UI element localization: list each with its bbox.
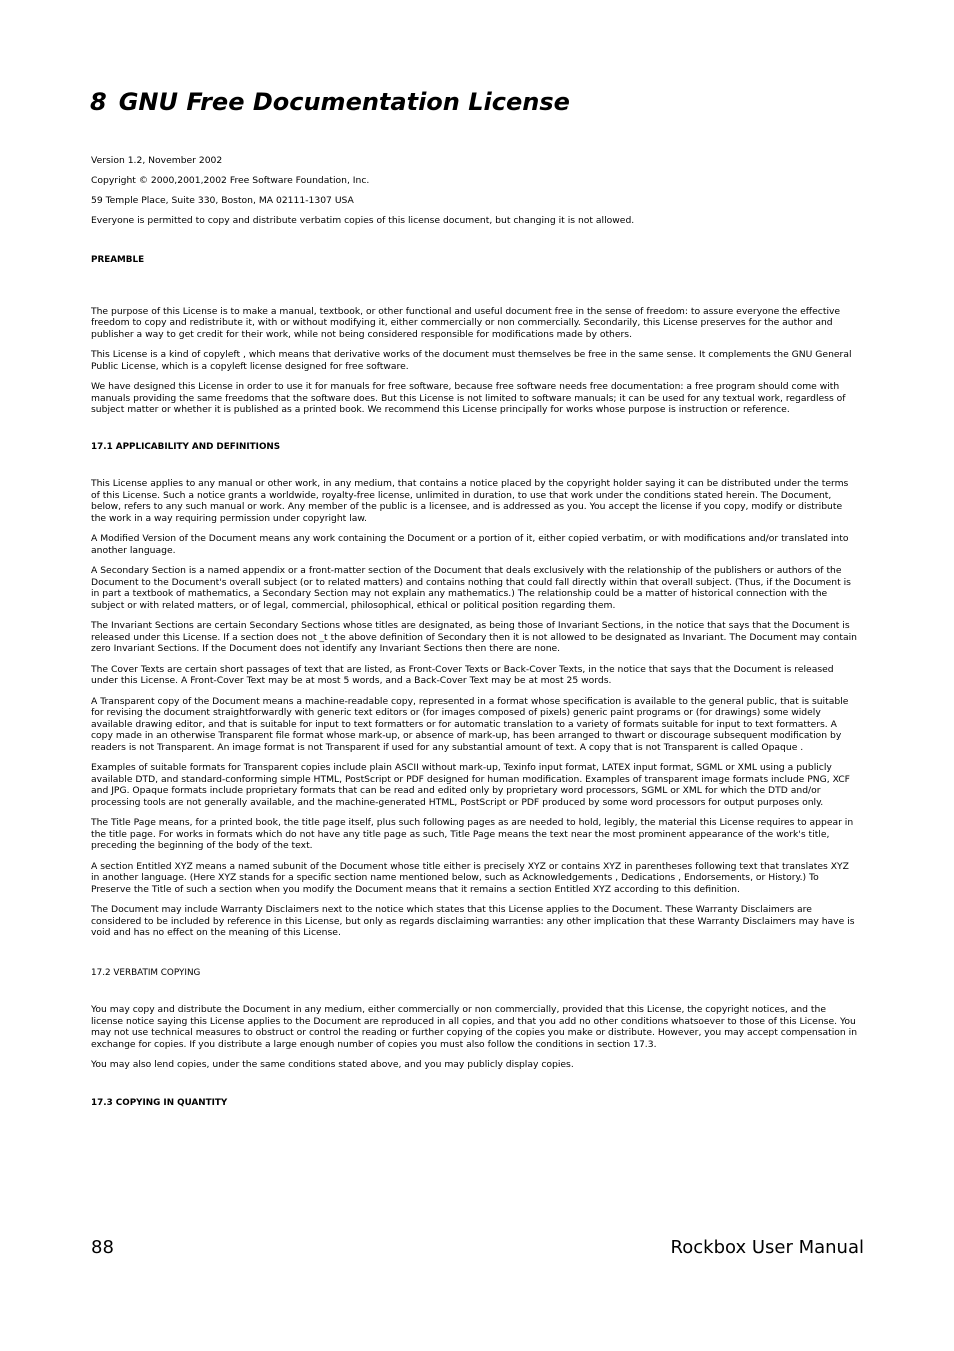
version-line: Version 1.2, November 2002 bbox=[91, 155, 223, 166]
page-footer bbox=[91, 1237, 864, 1258]
address-line: 59 Temple Place, Suite 330, Boston, MA 02111-1307 USA bbox=[91, 195, 354, 206]
document-body bbox=[91, 155, 857, 1118]
chapter-title bbox=[90, 88, 570, 116]
section-paragraph: The Document may include Warranty Disclaimers next to the notice which states that this License applies to the Document. These Warranty Disclaimers are considered to be included by reference in this License, but only as regards disclaiming warranties: any other implication that these Warranty Disclaimers may have is void and has no effect on the meaning of this License. bbox=[91, 904, 855, 938]
permission-line: Everyone is permitted to copy and distribute verbatim copies of this license document, but changing it is not allowed. bbox=[91, 215, 635, 226]
section-paragraph: A Secondary Section is a named appendix or a front-matter section of the Document that deals exclusively with the relationship of the publishers or authors of the Document to the Document's overall subject (or to related matters) and contains nothing that could fall directly within that overall subject. (Thus, if the Document is in part a textbook of mathematics, a Secondary Section may not explain any mathematics.) The relationship could be a matter of historical connection with the subject or with related matters, or of legal, commercial, philosophical, ethical or political position regarding them. bbox=[91, 565, 851, 611]
section-paragraph: This License applies to any manual or other work, in any medium, that contains a notice placed by the copyright holder saying it can be distributed under the terms of this License. Such a notice grants a worldwide, royalty-free license, unlimited in duration, to use that work under the conditions stated herein. The Document, below, refers to any such manual or work. Any member of the public is a licensee, and is addressed as you. You accept the license if you copy, modify or distribute the work in a way requiring permission under copyright law. bbox=[91, 478, 849, 524]
preamble-heading: PREAMBLE bbox=[91, 255, 145, 265]
section-paragraph: The Cover Texts are certain short passages of text that are listed, as Front-Cover Texts or Back-Cover Texts, in the notice that says that the Document is released under this License. A Front-Cover Text may be at most 5 words, and a Back-Cover Text may be at most 25 words. bbox=[91, 663, 834, 686]
section-paragraph: Examples of suitable formats for Transparent copies include plain ASCII without mark-up, Texinfo input format, LATEX input format, SGML or XML using a publicly available DTD, and standard-conforming simple HTML, PostScript or PDF designed for human modification. Examples of transparent image formats include PNG, XCF and JPG. Opaque formats include proprietary formats that can be read and edited only by proprietary word processors, SGML or XML for which the DTD and/or processing tools are not generally available, and the machine-generated HTML, PostScript or PDF produced by some word processors for output purposes only. bbox=[91, 762, 850, 808]
section-paragraph: A section Entitled XYZ means a named subunit of the Document whose title either is precisely XYZ or contains XYZ in parentheses following text that translates XYZ in another language. (Here XYZ stands for a specific section name mentioned below, such as Acknowledgements , Dedications , Endorsements, or History.) To Preserve the Title of such a section when you modify the Document means that it remains a section Entitled XYZ according to this definition. bbox=[91, 860, 849, 895]
copyright-line: Copyright © 2000,2001,2002 Free Software Foundation, Inc. bbox=[91, 175, 370, 186]
preamble-paragraph: This License is a kind of copyleft , which means that derivative works of the document must themselves be free in the same sense. It complements the GNU General Public License, which is a copyleft license designed for free software. bbox=[91, 349, 852, 372]
section-heading-applicability: 17.1 APPLICABILITY AND DEFINITIONS bbox=[91, 441, 281, 452]
preamble-paragraph: We have designed this License in order to use it for manuals for free software, because free software needs free documentation: a free program should come with manuals providing the same freedoms that the software does. But this License is not limited to software manuals; it can be used for any textual work, regardless of subject matter or whether it is published as a printed book. We recommend this License principally for works whose purpose is instruction or reference. bbox=[91, 381, 846, 415]
section-paragraph: The Title Page means, for a printed book, the title page itself, plus such following pages as are needed to hold, legibly, the material this License requires to appear in the title page. For works in formats which do not have any title page as such, Title Page means the text near the most prominent appearance of the work's title, preceding the beginning of the body of the text. bbox=[91, 817, 854, 851]
preamble-paragraph: The purpose of this License is to make a manual, textbook, or other functional and useful document free in the sense of freedom: to assure everyone the effective freedom to copy and redistribute it, with or without modifying it, either commercially or non commercially. Secondarily, this License preserves for the author and publisher a way to get credit for their work, while not being considered responsible for modifications made by others. bbox=[91, 305, 841, 340]
page-number: 88 bbox=[91, 1237, 114, 1258]
section-paragraph: You may copy and distribute the Document in any medium, either commercially or non commercially, provided that this License, the copyright notices, and the license notice saying this License applies to the Document are reproduced in all copies, and that you add no other conditions whatsoever to those of this License. You may not use technical measures to obstruct or control the reading or further copying of the copies you make or distribute. However, you may accept compensation in exchange for copies. If you distribute a large enough number of copies you must also follow the conditions in section 17.3. bbox=[91, 1004, 858, 1050]
section-paragraph: You may also lend copies, under the same conditions stated above, and you may publicly display copies. bbox=[91, 1059, 574, 1070]
section-heading-verbatim: 17.2 VERBATIM COPYING bbox=[91, 967, 201, 978]
section-paragraph: A Modified Version of the Document means any work containing the Document or a portion of it, either copied verbatim, or with modifications and/or translated into another language. bbox=[91, 533, 849, 556]
section-heading-quantity: 17.3 COPYING IN QUANTITY bbox=[91, 1097, 228, 1108]
manual-title: Rockbox User Manual bbox=[670, 1237, 864, 1258]
chapter-number: 8 bbox=[90, 88, 107, 116]
section-paragraph: A Transparent copy of the Document means a machine-readable copy, represented in a format whose specification is available to the general public, that is suitable for revising the document straightforwardly with generic text editors or (for images composed of pixels) generic paint programs or (for drawings) some widely available drawing editor, and that is suitable for input to text formatters or for automatic translation to a variety of formats suitable for input to text formatters. A copy made in an otherwise Transparent file format whose mark-up, or absence of mark-up, has been arranged to thwart or discourage subsequent modification by readers is not Transparent. An image format is not Transparent if used for any substantial amount of text. A copy that is not Transparent is called Opaque . bbox=[91, 695, 849, 753]
section-paragraph: The Invariant Sections are certain Secondary Sections whose titles are designated, as being those of Invariant Sections, in the notice that says that the Document is released under this License. If a section does not _t the above definition of Secondary then it is not allowed to be designated as Invariant. The Document may contain zero Invariant Sections. If the Document does not identify any Invariant Sections then there are none. bbox=[91, 620, 857, 654]
chapter-title-text: GNU Free Documentation License bbox=[118, 88, 570, 116]
